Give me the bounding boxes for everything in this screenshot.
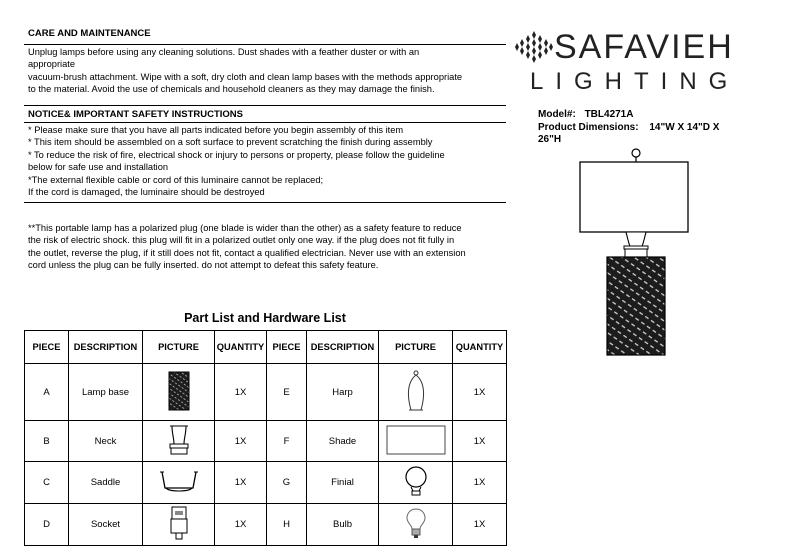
dims-label: Product Dimensions: <box>538 122 639 133</box>
chandelier-logo-icon <box>514 30 554 64</box>
bulb-icon <box>405 507 427 539</box>
safety-bottom-rule <box>24 202 506 203</box>
picture-cell <box>143 421 215 462</box>
safety-line: * To reduce the risk of fire, electrical shock or injury to persons or property, please follow the guideline <box>28 149 445 160</box>
dims-value-2: 26"H <box>538 134 562 145</box>
header-quantity: QUANTITY <box>215 331 267 364</box>
description-cell: Bulb <box>307 504 379 546</box>
header-piece: PIECE <box>267 331 307 364</box>
table-header-row <box>25 331 507 364</box>
quantity-cell: 1X <box>453 462 507 504</box>
header-picture: PICTURE <box>379 331 453 364</box>
quantity-cell: 1X <box>215 462 267 504</box>
brand-name: SAFAVIEH <box>554 28 734 66</box>
care-line: Unplug lamps before using any cleaning solutions. Dust shades with a feather duster or with an <box>28 47 420 57</box>
piece-cell: E <box>267 364 307 421</box>
description-cell: Harp <box>307 364 379 421</box>
piece-cell: D <box>25 504 69 546</box>
plug-line: the outlet, reverse the plug, if it still does not fit, contact a qualified electrician. Never use with an extension <box>28 247 466 258</box>
safety-line: below for safe use and installation <box>28 162 169 173</box>
piece-cell: F <box>267 421 307 462</box>
quantity-cell: 1X <box>215 504 267 546</box>
brand-sub: LIGHTING <box>530 68 740 95</box>
piece-cell: H <box>267 504 307 546</box>
plug-line: the risk of electric shock. this plug will fit in a polarized outlet only one way. if the plug does not fit fully in <box>28 235 455 246</box>
table-row <box>25 364 507 421</box>
table-row <box>25 504 507 546</box>
saddle-icon <box>159 468 199 494</box>
lamp-base-icon <box>168 371 190 411</box>
table-row <box>25 462 507 504</box>
header-description: DESCRIPTION <box>69 331 143 364</box>
harp-icon <box>404 370 428 412</box>
socket-icon <box>168 506 190 540</box>
safety-text <box>28 124 445 198</box>
plug-line: **This portable lamp has a polarized plug (one blade is wider than the other) as a safety feature to reduce <box>28 223 462 233</box>
header-piece: PIECE <box>25 331 69 364</box>
header-description: DESCRIPTION <box>307 331 379 364</box>
piece-cell: B <box>25 421 69 462</box>
quantity-cell: 1X <box>215 364 267 421</box>
description-cell: Socket <box>69 504 143 546</box>
safety-line: * This item should be assembled on a soft surface to prevent scratching the finish during assembly <box>28 137 433 148</box>
description-cell: Shade <box>307 421 379 462</box>
care-line: vacuum-brush attachment. Wipe with a soft, dry cloth and clean lamp bases with the methods appropriate <box>28 71 463 82</box>
finial-icon <box>403 465 429 497</box>
care-line: to the material. Avoid the use of chemicals and household cleaners as they may damage the finish. <box>28 84 435 95</box>
quantity-cell: 1X <box>453 504 507 546</box>
quantity-cell: 1X <box>215 421 267 462</box>
table-lamp-illustration <box>576 145 696 360</box>
care-text <box>28 46 462 96</box>
header-picture: PICTURE <box>143 331 215 364</box>
safety-line: If the cord is damaged, the luminaire should be destroyed <box>28 187 265 198</box>
picture-cell <box>379 364 453 421</box>
picture-cell <box>379 462 453 504</box>
dims-row <box>538 122 719 133</box>
dims-value: 14"W X 14"D X <box>649 122 720 133</box>
piece-cell: C <box>25 462 69 504</box>
picture-cell <box>143 504 215 546</box>
neck-icon <box>166 424 192 456</box>
quantity-cell: 1X <box>453 364 507 421</box>
plug-text <box>28 222 466 272</box>
care-line: appropriate <box>28 59 76 70</box>
safety-rule <box>24 122 506 123</box>
safety-top-rule <box>24 105 506 106</box>
model-value: TBL4271A <box>584 109 634 120</box>
model-label: Model#: <box>538 109 576 120</box>
model-row <box>538 109 633 120</box>
table-row <box>25 421 507 462</box>
quantity-cell: 1X <box>453 421 507 462</box>
safety-line: * Please make sure that you have all parts indicated before you begin assembly of this item <box>28 125 404 135</box>
safety-line: *The external flexible cable or cord of this luminaire cannot be replaced; <box>28 174 324 185</box>
picture-cell <box>379 504 453 546</box>
description-cell: Saddle <box>69 462 143 504</box>
care-title: CARE AND MAINTENANCE <box>28 28 151 39</box>
header-quantity: QUANTITY <box>453 331 507 364</box>
parts-table <box>24 330 507 546</box>
parts-title: Part List and Hardware List <box>184 311 346 325</box>
picture-cell <box>143 462 215 504</box>
piece-cell: A <box>25 364 69 421</box>
picture-cell <box>143 364 215 421</box>
care-rule <box>24 44 506 45</box>
safety-title: NOTICE& IMPORTANT SAFETY INSTRUCTIONS <box>28 109 243 120</box>
picture-cell <box>379 421 453 462</box>
shade-icon <box>386 425 446 455</box>
description-cell: Finial <box>307 462 379 504</box>
plug-line: cord unless the plug can be fully inserted. do not attempt to defeat this safety feature. <box>28 260 379 271</box>
piece-cell: G <box>267 462 307 504</box>
description-cell: Lamp base <box>69 364 143 421</box>
description-cell: Neck <box>69 421 143 462</box>
